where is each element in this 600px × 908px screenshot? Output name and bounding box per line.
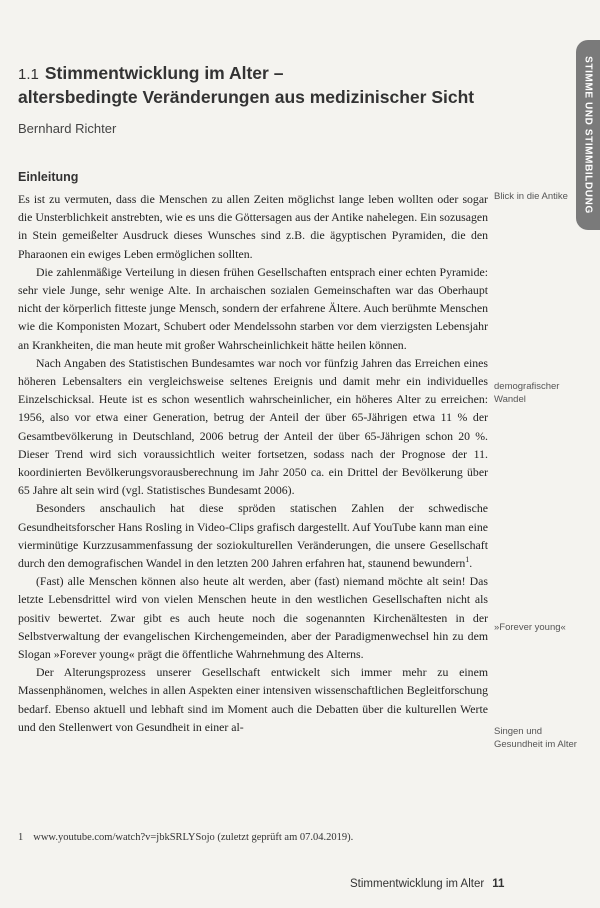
section-title: Einleitung [18,170,79,184]
footnote [18,832,488,843]
chapter-number: 1.1 [18,66,39,83]
running-title: Stimmentwicklung im Alter [350,878,485,890]
paragraph-3: Nach Angaben des Statistischen Bundesamtes war noch vor fünfzig Jahren das Erreichen eines höheren Lebensalters ein vergleichsweise seltenes Ereignis und damit mehr ein individuelles Einzelschicksal. Heute ist es schon wesentlich wahrscheinlicher, ein höheres Alter zu erreichen: 1956, also vor etwa einer Generation, betrug der Anteil der über 65-Jährigen etwa 11 % der Gesamtbevölkerung in Deutschland, 2006 betrug der Anteil der über 65-Jährigen schon 20 %. Dieser Trend wird sich voraussichtlich weiter fortsetzen, sodass nach der Prognose der 11. koordinierten Bevölkerungsvorausberechnung im Jahr 2050 ca. ein Drittel der Bevölkerung über 65 Jahre alt sein wird (vgl. Statistisches Bundesamt 2006). [18,355,488,498]
body-text [18,190,488,736]
footnote-text: www.youtube.com/watch?v=jbkSRLYSojo (zuletzt geprüft am 07.04.2019). [33,832,354,843]
paragraph-4-text: Besonders anschaulich hat diese spröden statischen Zahlen der schwedische Gesundheitsforscher Hans Rosling in Video-Clips grafisch dargestellt. Auf YouTube kann man eine vierminütige Kurzzusammenfassung der soziokulturellen Veränderungen, die unsere Gesellschaft durch den demografischen Wandel in den letzten 200 Jahren erfahren hat, staunend bewundern [18,501,488,571]
paragraph-4: Besonders anschaulich hat diese spröden statischen Zahlen der schwedische Gesundheitsforscher Hans Rosling in Video-Clips grafisch dargestellt. Auf YouTube kann man eine vierminütige Kurzzusammenfassung der soziokulturellen Veränderungen, die unsere Gesellschaft durch den demografischen Wandel in den letzten 200 Jahren erfahren hat, staunend bewundern$^1$. [18,501,488,571]
margin-note-antike: Blick in die Antike [494,191,568,202]
paragraph-5: (Fast) alle Menschen können also heute alt werden, aber (fast) niemand möchte alt sein! Das letzte Lebensdrittel wird von vielen Menschen heute in den westlichen Gesellschaften nicht als positiv bewertet. Zwar gibt es auch heute noch die sogenannten Kirchenältesten in der Selbstverwaltung der evangelischen Kirchengemeinden, aber der Paradigmenwechsel hin zu dem Slogan »Forever young« prägt die öffentliche Wahrnehmung des Alterns. [18,574,488,662]
author-name: Bernhard Richter [18,121,117,136]
page-footer [350,878,504,890]
chapter-title-line-1: Stimmentwicklung im Alter – [44,63,284,83]
margin-note-demografie: demografischer Wandel [494,381,560,405]
footnote-number: 1 [18,832,24,843]
chapter-heading [18,62,478,108]
paragraph-6: Der Alterungsprozess unserer Gesellschaft entwickelt sich immer mehr zu einem Massenphänomen, welches in allen Aspekten einer intensiven wissenschaftlichen Begleitforschung bedarf. Ebenso aktuell und lebhaft sind im Moment auch die Debatten über die kulturellen Werte und den Stellenwert von Gesundheit in einer al- [18,665,488,734]
margin-note-forever-young: »Forever young« [494,622,566,633]
margin-note-singen: Singen und Gesundheit im Alter [494,726,577,750]
paragraph-1: Es ist zu vermuten, dass die Menschen zu allen Zeiten möglichst lange leben wollten oder sogar die Unsterblichkeit anstrebten, wie es uns die Göttersagen aus der Antike nahelegen. Ein sozusagen in Stein gemeißelter Ausdruck dieses Wunsches sind z.B. die ägyptischen Pyramiden, die den Pharaonen ein ewiges Leben ermöglichen sollten. [18,192,488,261]
page-number: 11 [492,878,505,890]
footnote-reference: 1 [465,555,470,565]
chapter-side-tab-label: STIMME UND STIMMBILDUNG [582,56,594,214]
chapter-title-line-2: altersbedingte Veränderungen aus medizinischer Sicht [18,87,475,107]
paragraph-2: Die zahlenmäßige Verteilung in diesen frühen Gesellschaften entsprach einer echten Pyramide: sehr viele Junge, sehr wenige Alte. In archaischen sozialen Gemeinschaften war das Oberhaupt nicht der körperlich fitteste junge Mensch, sondern der erfahrene Ältere. Auch berühmte Menschen wie die Komponisten Mozart, Schubert oder Mendelssohn starben vor dem vierzigsten Lebensjahr an Krankheiten, die man heute mit großer Wahrscheinlichkeit hätte heilen können. [18,264,488,352]
